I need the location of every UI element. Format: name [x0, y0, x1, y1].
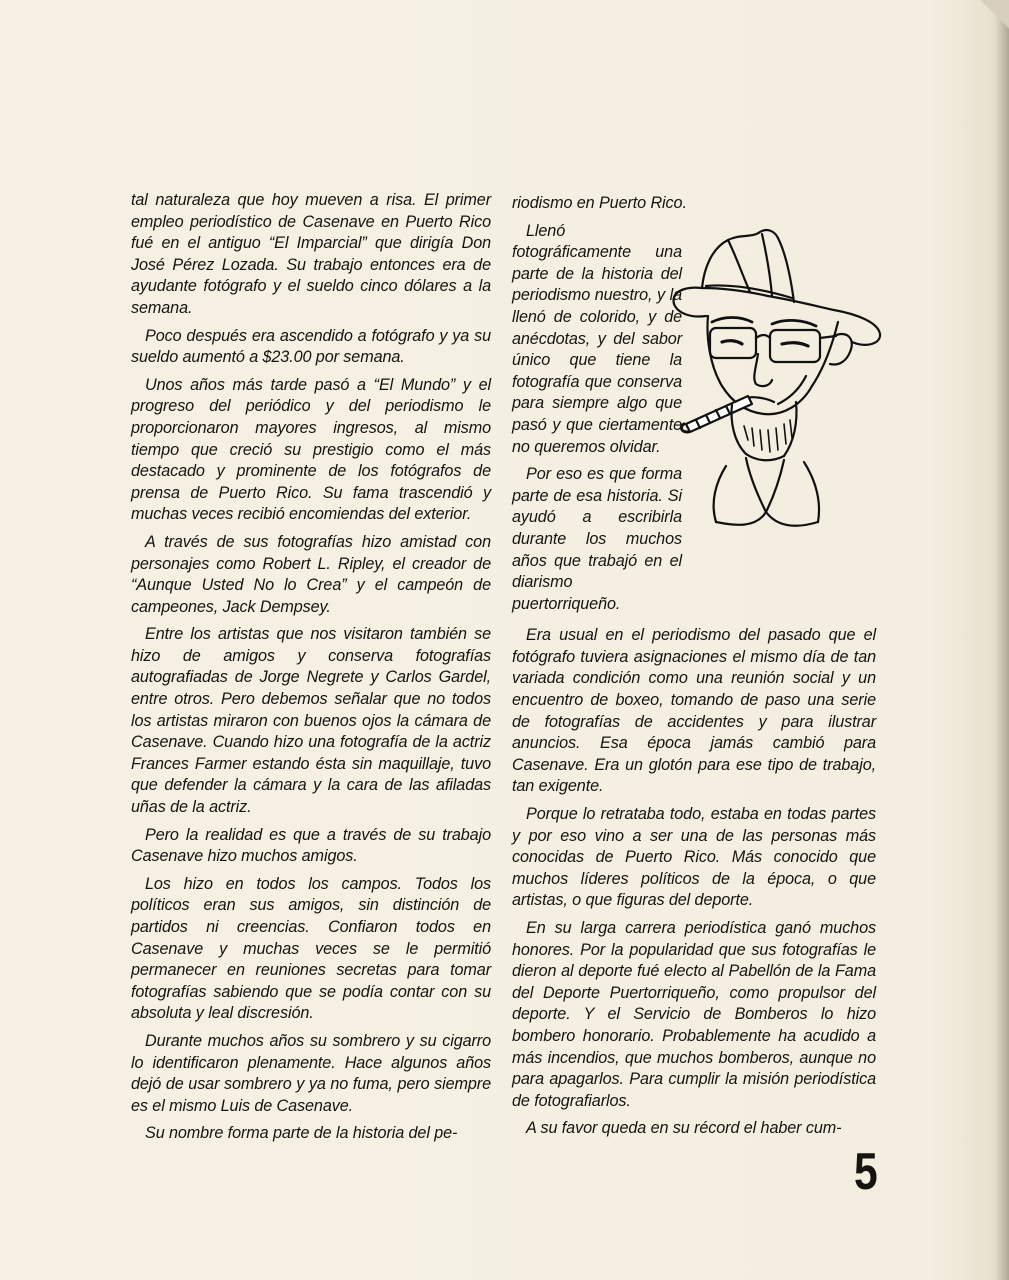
portrait-sketch-illustration	[666, 226, 884, 536]
paragraph-opening: riodismo en Puerto Rico.	[512, 194, 687, 212]
paragraph: Entre los artistas que nos visitaron también se hizo de amigos y conserva fotografías autografiadas de Jorge Negrete y Carlos Gardel, entre otros. Pero debemos señalar que no todos los artistas miraron con buenos ojos la cámara de Casenave. Cuando hizo una fotografía de la actriz Frances Farmer estando ésta sin maquillaje, tuvo que defender la cámara y la cara de las afiladas uñas de la actriz.	[131, 625, 491, 817]
page-fold-shadow	[995, 0, 1009, 1280]
paragraph: A través de sus fotografías hizo amistad con personajes como Robert L. Ripley, el creador de “Aunque Usted No lo Crea” y el campeón de campeones, Jack Dempsey.	[131, 532, 491, 616]
paragraph: En su larga carrera periodística ganó muchos honores. Por la popularidad que sus fotografías le dieron al deporte fué electo al Pabellón de la Fama del Deporte Puertorriqueño, como propulsor del deporte. Y el Servicio de Bomberos lo hizo bombero honorario. Probablemente ha acudido a más incendios, que muchos bomberos, aunque no para apagarlos. Para cumplir la misión periodística de fotografiarlos.	[512, 919, 876, 1110]
paragraph: Pero la realidad es que a través de su trabajo Casenave hizo muchos amigos.	[131, 825, 491, 866]
paragraph: Porque lo retrataba todo, estaba en todas partes y por eso vino a ser una de las personas más conocidas de Puerto Rico. Más conocido que muchos líderes políticos de la época, o que artistas, o que figuras del deporte.	[512, 805, 876, 910]
paragraph: Su nombre forma parte de la historia del pe-	[145, 1124, 458, 1143]
paragraph: tal naturaleza que hoy mueven a risa. El primer empleo periodístico de Casenave en Puerto Rico fué en el antiguo “El Imparcial” que dirigía Don José Pérez Lozada. Su trabajo entonces era de ayudante fotógrafo y el sueldo cinco dólares a la semana.	[131, 191, 491, 317]
paragraph: Unos años más tarde pasó a “El Mundo” y el progreso del periódico y del periodismo le proporcionaron mayores ingresos, al mismo tiempo que creció su prestigio como el más destacado y prominente de los fotógrafos de prensa de Puerto Rico. Su fama trascendió y muchas veces recibió encomiendas del exterior.	[131, 375, 491, 524]
paragraph: Poco después era ascendido a fotógrafo y ya su sueldo aumentó a $23.00 por semana.	[131, 326, 491, 367]
text-wrap-around-illustration	[512, 221, 682, 616]
paragraph: Los hizo en todos los campos. Todos los políticos eran sus amigos, sin distinción de partidos ni creencias. Confiaron todos en Casenave y muchas veces se le permitió permanecer en reuniones secretas para tomar fotografías sabiendo que se podía contar con su absoluta y leal discresión.	[131, 874, 491, 1023]
left-text-column	[131, 190, 491, 1151]
paragraph: Era usual en el periodismo del pasado que el fotógrafo tuviera asignaciones el mismo día de tan variada condición como una reunión social y un encuentro de boxeo, tomando de paso una serie de fotografías de accidentes y para ilustrar anuncios. Esa época jamás cambió para Casenave. Era un glotón para ese tipo de trabajo, tan exigente.	[512, 626, 876, 796]
paragraph: Llenó fotográficamente una parte de la historia del periodismo nuestro, y la llenó de colorido, y de anécdotas, y del sabor único que tiene la fotografía que conserva para siempre algo que pasó y que ciertamente no queremos olvidar.	[512, 221, 682, 456]
paragraph: Por eso es que forma parte de esa historia. Si ayudó a escribirla durante los muchos años que trabajó en el diarismo puertorriqueño.	[512, 465, 682, 613]
page-number: 5	[854, 1143, 878, 1201]
page-corner	[979, 0, 1009, 30]
paragraph: Durante muchos años su sombrero y su cigarro lo identificaron plenamente. Hace algunos años dejó de usar sombrero y ya no fuma, pero siempre es el mismo Luis de Casenave.	[131, 1031, 491, 1115]
paragraph: A su favor queda en su récord el haber cum-	[526, 1119, 842, 1138]
